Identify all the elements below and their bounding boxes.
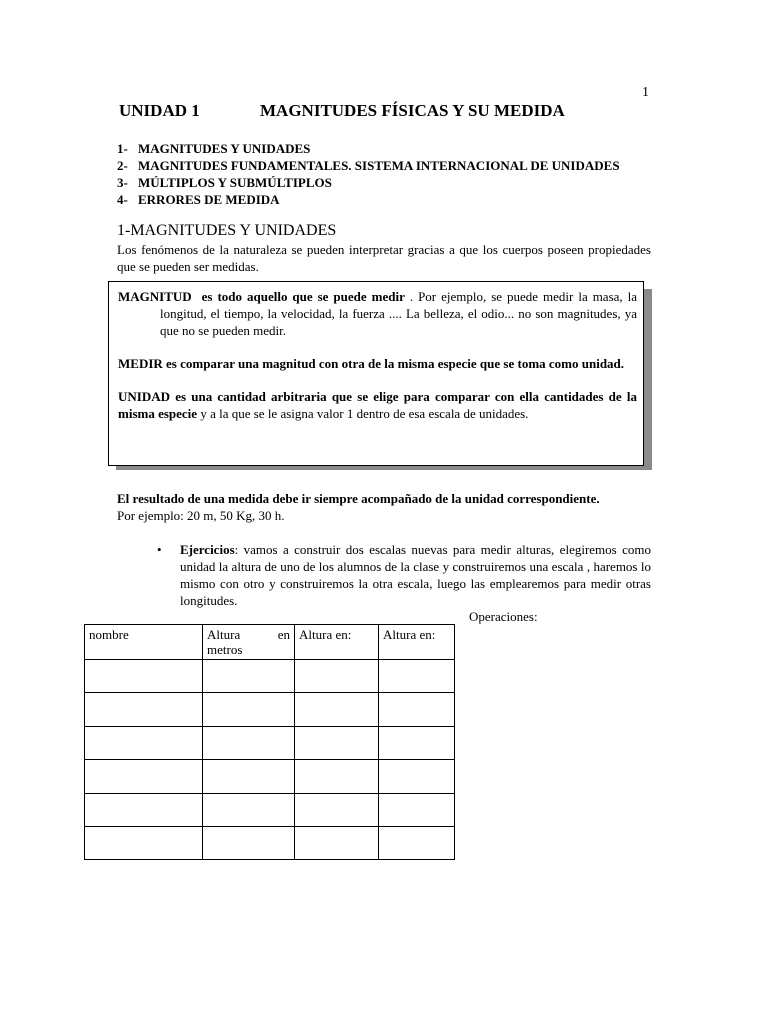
- medir-definition: MEDIR es comparar una magnitud con otra de la misma especie que se toma como unidad.: [118, 356, 625, 371]
- table-cell[interactable]: [85, 827, 203, 860]
- table-cell[interactable]: [295, 827, 379, 860]
- table-cell[interactable]: [295, 760, 379, 794]
- bullet-icon: •: [157, 542, 162, 557]
- table-cell[interactable]: [295, 794, 379, 827]
- table-cell[interactable]: [379, 660, 455, 693]
- toc-item: 3- MÚLTIPLOS Y SUBMÚLTIPLOS: [117, 175, 332, 190]
- table-cell[interactable]: [203, 727, 295, 760]
- page-number: 1: [642, 85, 649, 100]
- table-cell[interactable]: [85, 794, 203, 827]
- unit-label: UNIDAD 1: [119, 101, 200, 120]
- table-cell[interactable]: [203, 760, 295, 794]
- table-cell[interactable]: [379, 827, 455, 860]
- definition-box: [108, 281, 644, 466]
- exercise-text: : vamos a construir dos escalas nuevas para medir alturas, elegiremos como unidad la altura de uno de los alumnos de la clase y construiremos una escala , haremos lo mismo con otro y construiremos la otra escala, luego las emplearemos para medir otras longitudes.: [180, 542, 651, 608]
- unit-header: [119, 101, 679, 121]
- toc-item: 4- ERRORES DE MEDIDA: [117, 192, 280, 207]
- toc-item: 2- MAGNITUDES FUNDAMENTALES. SISTEMA INTERNACIONAL DE UNIDADES: [117, 158, 620, 173]
- table-row: [85, 660, 455, 693]
- table-cell[interactable]: [203, 827, 295, 860]
- intro-paragraph: Los fenómenos de la naturaleza se pueden interpretar gracias a que los cuerpos poseen propiedades que se pueden ser medidas.: [117, 242, 651, 274]
- table-cell[interactable]: [85, 760, 203, 794]
- result-note: [117, 490, 600, 524]
- unit-title: MAGNITUDES FÍSICAS Y SU MEDIDA: [260, 101, 565, 120]
- table-cell[interactable]: [295, 660, 379, 693]
- exercise-term: Ejercicios: [180, 542, 235, 557]
- table-cell[interactable]: [203, 794, 295, 827]
- table-row: [85, 827, 455, 860]
- table-cell[interactable]: [379, 794, 455, 827]
- table-of-contents: [117, 140, 620, 208]
- table-header-row: [85, 625, 455, 660]
- table-cell[interactable]: [203, 693, 295, 727]
- exercise-item: [159, 541, 651, 609]
- header-nombre: nombre: [85, 625, 203, 660]
- toc-item: 1- MAGNITUDES Y UNIDADES: [117, 141, 311, 156]
- operations-label: Operaciones:: [469, 609, 538, 624]
- section-heading: 1-MAGNITUDES Y UNIDADES: [117, 222, 337, 239]
- result-example: Por ejemplo: 20 m, 50 Kg, 30 h.: [117, 508, 285, 523]
- table-cell[interactable]: [295, 693, 379, 727]
- table-cell[interactable]: [203, 660, 295, 693]
- magnitud-definition: MAGNITUD es todo aquello que se puede medir . Por ejemplo, se puede medir la masa, la longitud, el tiempo, la velocidad, la fuerza .... La belleza, el odio... no son magnitudes, ya que no se pueden medir.: [118, 289, 638, 338]
- table-row: [85, 693, 455, 727]
- table-cell[interactable]: [295, 727, 379, 760]
- table-row: [85, 794, 455, 827]
- measurement-table: [84, 624, 455, 860]
- table-row: [85, 760, 455, 794]
- table-cell[interactable]: [379, 693, 455, 727]
- table-row: [85, 727, 455, 760]
- table-cell[interactable]: [379, 727, 455, 760]
- header-altura-1: Altura en:: [295, 625, 379, 660]
- result-statement: El resultado de una medida debe ir siempre acompañado de la unidad correspondiente.: [117, 491, 600, 506]
- table-cell[interactable]: [85, 693, 203, 727]
- table-cell[interactable]: [85, 727, 203, 760]
- table-cell[interactable]: [379, 760, 455, 794]
- unidad-definition: UNIDAD es una cantidad arbitraria que se elige para comparar con ella cantidades de la misma especie y a la que se le asigna valor 1 dentro de esa escala de unidades.: [118, 389, 637, 421]
- table-cell[interactable]: [85, 660, 203, 693]
- header-altura-2: Altura en:: [379, 625, 455, 660]
- header-altura-metros: Altura en metros: [203, 625, 295, 660]
